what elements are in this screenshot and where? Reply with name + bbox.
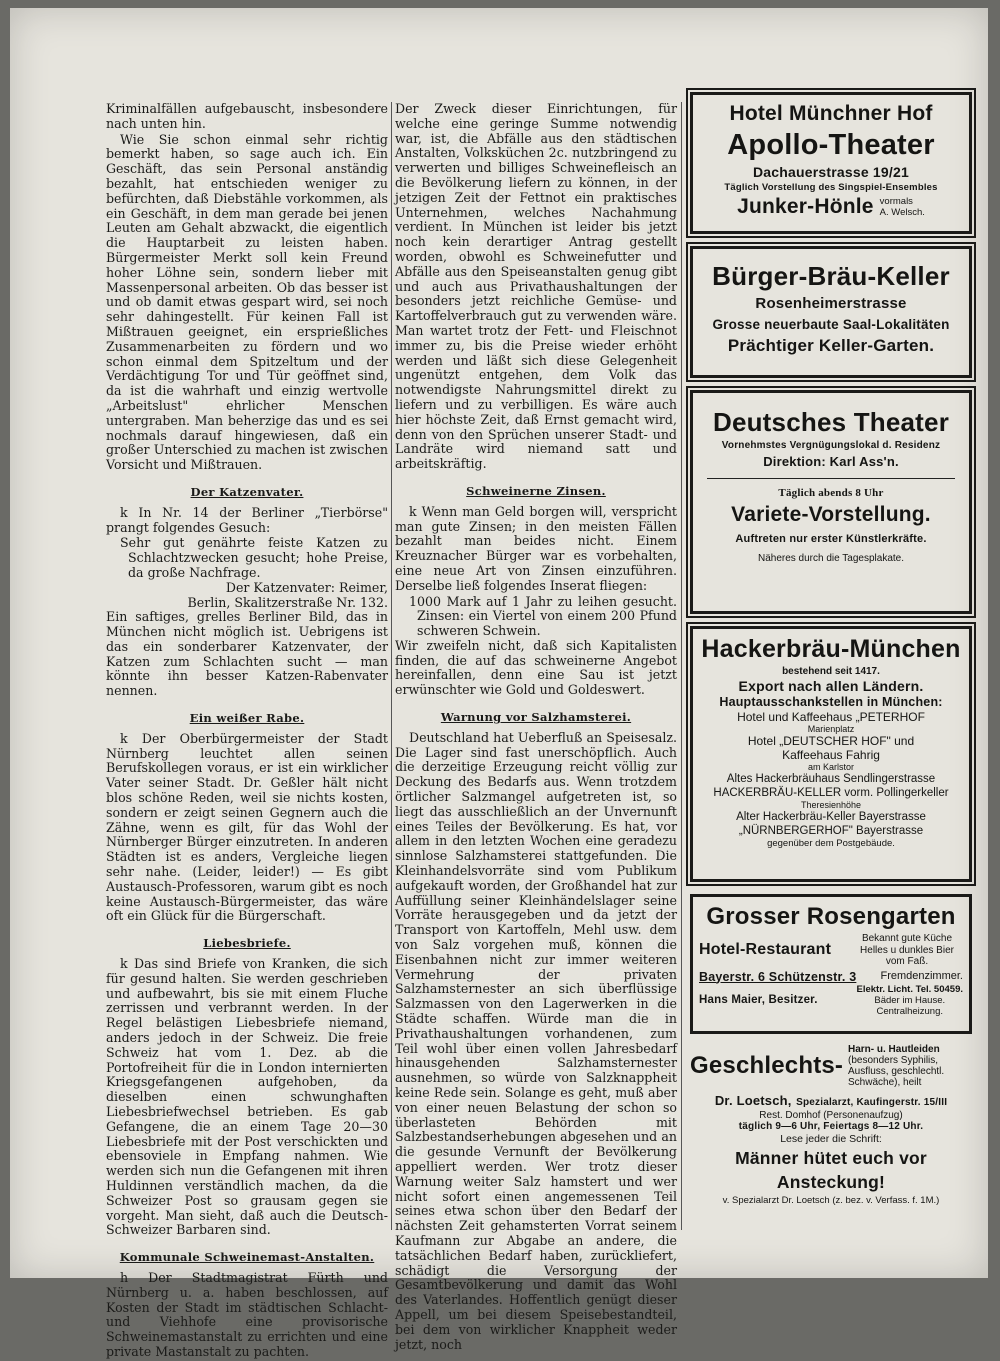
column-divider-2 (681, 102, 682, 1230)
ad-rosengarten-fremdenzimmer: Fremdenzimmer. (880, 970, 963, 982)
heading-liebesbriefe: Liebesbriefe. (203, 936, 291, 951)
ad-deutsches-theater (690, 390, 972, 614)
ad-loetsch-domhof: Rest. Domhof (Personenaufzug) (759, 1110, 903, 1121)
ad-rosengarten-hotel-restaurant: Hotel-Restaurant (699, 941, 832, 959)
katzenvater-signature-2: Berlin, Skalitzerstraße Nr. 132. (187, 594, 388, 610)
ad-buerger-braeu-title: Bürger-Bräu-Keller (712, 261, 950, 291)
column-divider-1 (391, 102, 392, 1230)
rabe-paragraph: k Der Oberbürgermeister der Stadt Nürnberg leuchtet allen seinen Berufskollegen voraus, er ist ein wirklicher Vater seiner Stadt. Dr. Geßler hält nicht blos schöne Reden, weil sie nichts kosten, sondern er zeigt seinen Gegnern auch die Zähne, wenn es gilt, für das Wohl der Nürnberger Bürger einzutreten. In anderen Städten ist es anders, Vergleiche liegen sehr nahe. (Leider, leider!) — Es gibt Austausch-Professoren, warum gibt es noch keine Austausch-Bürgermeister, das wäre oft ein Glück für die Bürgerschaft. (106, 730, 388, 924)
ad-deutsches-theater-plakate: Näheres durch die Tagesplakate. (757, 553, 905, 564)
heading-zinsen: Schweinerne Zinsen. (466, 483, 606, 498)
ad-buerger-braeu-address: Rosenheimerstrasse (755, 295, 907, 312)
salzhamsterei-paragraph: Deutschland hat Ueberfluß an Speisesalz. Die Lager sind fast unerschöpflich. Auch die derzeitige Erzeugung reicht völlig zur Deckung des Bedarfs aus. Wenn trotzdem örtlicher Salzmangel aufgetreten ist, so liegt das ausschließlich an der Unvernunft eines Teiles der Bevölkerung. Es hat, vor allem in den letzten Wochen eine geradezu sinnlose Salzhamsterei stattgefunden. Die Kleinhandelsvorräte sind vom Publikum aufgekauft worden, der Großhandel hat zur Auffüllung seiner Kleinhändelslager seine Vorräte herausgegeben und da jetzt der Transport von Kartoffeln, Mehl usw. dem von Salz vorgehen muß, können die Eisenbahnen nicht zur immer weiteren Vermehrung der privaten Salzhamsternester an sich überflüssige Salzmassen von den Lagerwerken in die Städte schaffen. Würde man die in Privathaushaltungen vorhandenen, zum Teil wohl über einen vollen Jahresbedarf hinausgehenden Salzhamsternester ausnehmen, so würde von Salzknappheit keine Rede sein. Solange es geht, muß aber von einer neuen Belastung der schon so überlasteten Behörden mit Salzbestandserhebungen abgesehen und an die gesunde Vernunft der Bevölkerung appelliert werden. Wer trotz dieser Warnung weiter Salz hamstert und wer nicht sofort einen angemessenen Teil seines etwa schon über den Bedarf der nächsten Zeit gehamsterten Vorrat seinem Kaufmann zur Abgabe an andere, die tatsächlichen Bedarf haben, zurückliefert, schädigt die Versorgung der Gesamtbevölkerung und damit das Wohl des Vaterlandes. Hoffentlich genügt dieser Appell, um bei diesem Speisebestandteil, bei dem von wirklicher Knappheit weder jetzt, noch (395, 729, 677, 1352)
ad-deutsches-theater-time: Täglich abends 8 Uhr (778, 487, 884, 499)
ad-hackerbraeu-karlstor: am Karlstor (807, 762, 854, 772)
zinsen-paragraph-2: Wir zweifeln nicht, daß sich Kapitalisten finden, die auf das schweinerne Angebot hereinfallen, denn eine Sau ist jetzt erwünschter wie Gold und Goldeswert. (395, 637, 677, 698)
ad-muenchner-hof-vormals: vormals A. Welsch. (879, 196, 925, 218)
ad-apollo-theater: Apollo-Theater (727, 129, 935, 161)
ad-hackerbraeu-ausschank: Hauptausschankstellen in München: (719, 695, 943, 709)
ad-loetsch-schrift: v. Spezialarzt Dr. Loetsch (z. bez. v. Verfass. f. 1M.) (722, 1195, 940, 1206)
liebesbriefe-paragraph: k Das sind Briefe von Kranken, die sich für gesund halten. Sie werden geschrieben und aufbewahrt, bis sie mit einem Fluche zerrissen und verbrannt werden. In der Regel belästigen Liebesbriefe niemand, anders jedoch in der Schweiz. Die freie Schweiz hat vom 1. Dez. ab die Portofreiheit für die in London internierten Kriegsgefangenen aufgehoben, da dieselben einen schwunghaften Liebesbriefwechsel betrieben. Es gab Gefangene, die an einem Tage 20—30 Liebesbriefe mit der Post verschickten und ebensoviele in Empfang nahmen. Wie werden sich nun die Gefangenen mit ihren Huldinnen verständlich machen, da die Schweizer Post so grausam gegen sie vorgeht. Man sieht, daß auch die Deutsch-Schweizer Barbaren sind. (106, 956, 388, 1238)
ad-hotel-muenchner-hof (690, 92, 972, 234)
ad-grosser-rosengarten (690, 894, 972, 1034)
ad-hackerbraeu-title: Hackerbräu-München (701, 635, 961, 663)
ad-deutsches-theater-subtitle: Vornehmstes Vergnügungslokal d. Residenz (721, 440, 941, 451)
heading-schweinemast: Kommunale Schweinemast-Anstalten. (119, 1250, 375, 1265)
zinsen-paragraph-1: k Wenn man Geld borgen will, verspricht man gute Zinsen; in den meisten Fällen bezahlt man beides nicht. Einem Kreuznacher Bürger war es vorbehalten, eine neue Art von Zinsen einzuführen. Derselbe ließ folgendes Inserat fliegen: (395, 503, 677, 593)
ad-rosengarten-kueche: Bekannt gute Küche Helles u dunkles Bier vom Faß. (860, 933, 954, 967)
ad-loetsch-geschlechts: Geschlechts- (690, 1052, 844, 1079)
ad-loetsch-address: Spezialarzt, Kaufingerstr. 15/III (796, 1097, 948, 1108)
ad-buerger-braeu-line3: Grosse neuerbaute Saal-Lokalitäten (712, 317, 950, 332)
article-column-middle (395, 102, 677, 1353)
ad-hackerbraeu-deutscher-hof: Hotel „DEUTSCHER HOF" und (747, 734, 915, 748)
newspaper-page (10, 8, 988, 1359)
intro-paragraph-2: Wie Sie schon einmal sehr richtig bemerkt haben, so sage auch ich. Ein Geschäft, das sein Personal anständig bezahlt, hat entschieden weniger zu befürchten, daß Diebstähle vorkommen, als ein Geschäft, in dem man gerade bei jenen Leuten am Gehalt abzwackt, die eigentlich die Hauptarbeit zu leisten haben. Bürgermeister Merkt soll kein Freund hoher Löhne sein, sondern lieber mit Massenpersonal arbeiten. Ob das besser ist und ob damit etwas gespart wird, sei noch sehr dahingestellt. Für keinen Fall ist Mißtrauen geeignet, ein ersprießliches Zusammenarbeiten zu fördern und wo schon einmal dem Spitzeltum und der Verdächtigung Tor und Tür geöffnet sind, da ist die wahrhaft und einzig wertvolle „Arbeitslust" ehrlicher Menschen untergraben. Man beherzige das und es sei nochmals darauf hingewiesen, daß ein großer Unterschied zu machen ist zwischen Vorsicht und Mißtrauen. (106, 131, 388, 473)
ad-hackerbraeu-postgebaeude: gegenüber dem Postgebäude. (767, 838, 895, 849)
katzenvater-signature-1: Der Katzenvater: Reimer, (225, 579, 388, 595)
advertisement-column (690, 92, 972, 1206)
ad-rosengarten-amenities: Elektr. Licht. Tel. 50459. Bäder im Hause. Centralheizung. (856, 983, 963, 1017)
ad-loetsch-hours: täglich 9—6 Uhr, Feiertags 8—12 Uhr. (738, 1121, 924, 1132)
ad-hackerbraeu-since: bestehend seit 1417. (782, 666, 880, 677)
ad-hackerbraeu-alter-keller: Alter Hackerbräu-Keller Bayerstrasse (736, 811, 926, 823)
ad-hackerbraeu-nuernbergerhof: „NÜRNBERGERHOF" Bayerstrasse (738, 825, 924, 837)
intro-paragraph-1: Kriminalfällen aufgebauscht, insbesondere nach unten hin. (106, 101, 388, 131)
ad-loetsch-warning: Männer hütet euch vor Ansteckung! (735, 1148, 927, 1192)
article-column-left (106, 102, 388, 1361)
ad-deutsches-theater-artists: Auftreten nur erster Künstlerkräfte. (735, 533, 927, 545)
ad-rosengarten-address: Bayerstr. 6 Schützenstr. 3 (699, 969, 857, 984)
ad-loetsch-name: Dr. Loetsch, (714, 1093, 792, 1108)
ad-muenchner-hof-title: Hotel Münchner Hof (729, 102, 933, 125)
ad-hackerbraeu-theresienhoehe: Theresienhöhe (800, 800, 862, 810)
ad-variete-vorstellung: Variete-Vorstellung. (731, 503, 931, 526)
katzenvater-paragraph-2: Ein saftiges, grelles Berliner Bild, das in München nicht möglich ist. Uebrigens ist das ein sonderbarer Katzenvater, der Katzen zum Schlachten sucht — man könnte ihn besser Katzen-Rabenvater nennen. (106, 609, 388, 699)
mast-continuation-paragraph: Der Zweck dieser Einrichtungen, für welche eine geringe Summe notwendig war, ist, die Abfälle aus den städtischen Anstalten, Volksküchen 2c. nutzbringend zu verwerten und billiges Schweinefleisch an die Bevölkerung liefern zu können, in der jetzigen Zeit der Fettnot ein praktisches Unternehmen, welches Nachahmung verdient. In München ist leider bis jetzt noch kein derartiger Antrag gestellt worden, obwohl es Schweinefutter und Abfälle aus den Speiseanstalten genug gibt und auch aus Privathaushaltungen der besonders jetzt reichliche Gemüse- und Kartoffelverbrauch gut zu verwenden wäre. Man wartet trotz der Fett- und Fleischnot immer zu, bis die Preise wieder erhöht werden und läßt sich diese Gelegenheit ungenützt entgehen, dem Volk das notwendigste Nahrungsmittel direkt zu liefern und zu verbilligen. Es wäre auch hier höchste Zeit, daß Ernst gemacht wird, denn von den Sprüchen unserer Stadt- und Landräte wird niemand satt und arbeitskräftig. (395, 101, 677, 472)
ad-hackerbraeu-keller: HACKERBRÄU-KELLER vorm. Pollingerkeller (713, 787, 949, 799)
ad-muenchner-hof-address: Dachauerstrasse 19/21 (753, 164, 909, 180)
ad-dr-loetsch (690, 1042, 972, 1206)
ad-buerger-braeu-keller (690, 246, 972, 378)
schweinemast-paragraph: h Der Stadtmagistrat Fürth und Nürnberg u. a. haben beschlossen, auf Kosten der Stadt im städtischen Schlacht- und Viehhofe eine provisorische Schweinemastanstalt zu errichten und eine private Mastanstalt zu pachten. (106, 1269, 388, 1359)
heading-katzenvater: Der Katzenvater. (190, 484, 304, 499)
ad-hackerbraeu-marienplatz: Marienplatz (807, 724, 855, 734)
ad-loetsch-lese: Lese jeder die Schrift: (780, 1133, 882, 1145)
ad-hackerbraeu-muenchen (690, 626, 972, 882)
ad-hackerbraeu-peterhof: Hotel und Kaffeehaus „PETERHOF (737, 710, 925, 724)
heading-rabe: Ein weißer Rabe. (189, 711, 305, 726)
ad-deutsches-theater-direktion: Direktion: Karl Ass'n. (763, 454, 899, 469)
ad-loetsch-leiden: Harn- u. Hautleiden (besonders Syphilis, Ausfluss, geschlechtl. Schwäche), heilt (848, 1044, 945, 1088)
katzenvater-quote: Sehr gut genährte feiste Katzen zu Schlachtzwecken gesucht; hohe Preise, da große Nachfrage. (120, 535, 388, 580)
ad-rosengarten-title: Grosser Rosengarten (706, 903, 956, 930)
ad-deutsches-theater-divider (707, 478, 955, 479)
ad-buerger-braeu-line4: Prächtiger Keller-Garten. (727, 336, 935, 355)
ad-deutsches-theater-title: Deutsches Theater (712, 407, 950, 437)
ad-hackerbraeu-export: Export nach allen Ländern. (738, 678, 924, 694)
ad-hackerbraeu-altes: Altes Hackerbräuhaus Sendlingerstrasse (726, 773, 936, 785)
ad-junker-hoenle: Junker-Hönle (737, 195, 874, 218)
ad-rosengarten-besitzer: Hans Maier, Besitzer. (699, 994, 818, 1006)
katzenvater-paragraph-1: k In Nr. 14 der Berliner „Tierbörse" prangt folgendes Gesuch: (106, 504, 388, 535)
ad-hackerbraeu-fahrig: Kaffeehaus Fahrig (782, 748, 880, 762)
ad-muenchner-hof-program: Täglich Vorstellung des Singspiel-Ensembles (724, 182, 938, 193)
heading-salzhamsterei: Warnung vor Salzhamsterei. (440, 710, 632, 725)
zinsen-quote: 1000 Mark auf 1 Jahr zu leihen gesucht. Zinsen: ein Viertel von einem 200 Pfund schweren Schwein. (409, 593, 677, 639)
